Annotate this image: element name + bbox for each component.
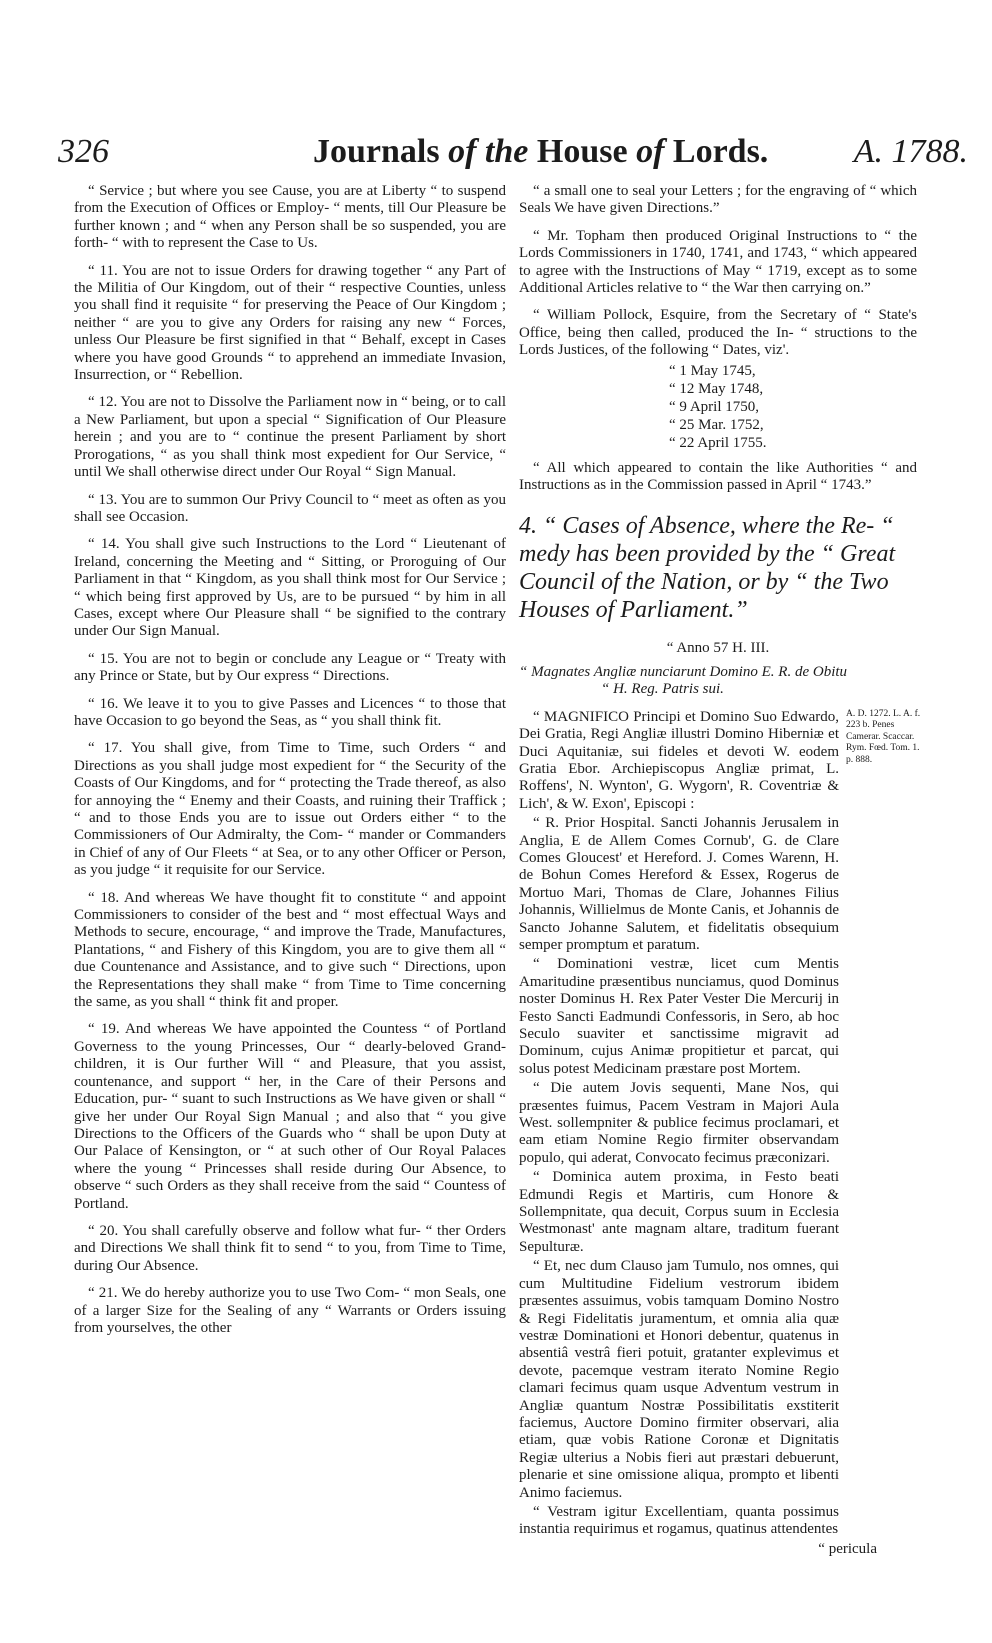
date-item: “ 9 April 1750, (669, 398, 759, 415)
paragraph-service: “ Service ; but where you see Cause, you are at Liberty “ to suspend from the Execution of Offices or Employ- “ ments, till Our Pleasure be further known ; and “ when any Person shall be so suspended, you are forth- “ with to represent the Case to Us. (74, 183, 506, 252)
latin-paragraph: “ MAGNIFICO Principi et Domino Suo Edwardo, Dei Gratia, Regi Angliæ illustri Domino Hiberniæ et Duci Aquitaniæ, sui fideles et devoti W. eodem Gratia Ebor. Archiepiscopus Angliæ primat, L. Roffens', N. Wynton', G. Wygorn', R. Coventriæ & Lich', & W. Exon', Episcopi : (519, 708, 839, 812)
latin-paragraph: “ R. Prior Hospital. Sancti Johannis Jerusalem in Anglia, E de Allem Comes Cornub', G. de Clare Comes Gloucest' et Hereford. J. Comes Warenn, H. de Bohun Comes Hereford & Essex, Rogerus de Mortuo Mari, Thomas de Clare, Johannes Filius Johannis, Willielmus de Monte Canis, et Johannis de Sancto Johanne Salutem, et fidelitatis obsequium semper promptum et paratum. (519, 815, 839, 953)
paragraph-11: “ 11. You are not to issue Orders for drawing together “ any Part of the Militia of Our Kingdom, out of their “ respective Counties, unless you shall find it requisite “ for preserving the Peace of Our Kingdom ; neither “ are you to give any Orders for raising any new “ Forces, unless Our Pleasure be first signified in that “ Behalf, except in Cases where you have good Grounds “ to apprehend an immediate Invasion, Insurrection, or “ Rebellion. (74, 262, 506, 384)
paragraph-13: “ 13. You are to summon Our Privy Council to “ meet as often as you shall see Occasion. (74, 491, 506, 525)
section-heading: 4. “ Cases of Absence, where the Re- “ medy has been provided by the “ Great Council of the Nation, or by “ the Two Houses of Parliament.” (519, 513, 896, 624)
paragraph-14: “ 14. You shall give such Instructions to the Lord “ Lieutenant of Ireland, concerning the Meeting and “ Sitting, or Proroguing of Our Parliament in that “ Kingdom, as you shall think most for Our Service ; “ which being first approved by Us, are to be pursued “ by him in all Cases, except where Our Pleasure shall “ be signified to the contrary under Our Sign Manual. (74, 536, 506, 640)
paragraph-16: “ 16. We leave it to you to give Passes and Licences “ to those that have Occasion to go beyond the Seas, as “ you shall think fit. (74, 695, 506, 729)
title-of: of (636, 133, 673, 170)
date-item: “ 22 April 1755. (669, 434, 767, 451)
anno-line: “ Anno 57 H. III. (666, 640, 770, 657)
paragraph-18: “ 18. And whereas We have thought fit to constitute “ and appoint Commissioners to consider of the best and “ most effectual Ways and Methods to secure, encourage, “ and improve the Trade, Manufactures, Plantations, “ and Fishery of this Kingdom, you are to give them all “ due Countenance and Assistance, and to give such “ Directions, upon the Representations they shall make “ from Time to Time concerning the same, as you shall “ think fit and proper. (74, 889, 506, 1011)
title-lords: Lords. (672, 133, 769, 170)
latin-paragraph: “ Die autem Jovis sequenti, Mane Nos, qui præsentes fuimus, Pacem Vestram in Majori Aula West. sollempniter & publice fecimus proclamari, et eam etiam Nomine Regio firmiter observandam populo, qui aderat, Convocato fecimus præconizari. (519, 1080, 839, 1166)
magnates-line-2: “ H. Reg. Patris sui. (601, 681, 724, 698)
paragraph-17: “ 17. You shall give, from Time to Time, such Orders “ and Directions as you shall judge most expedient for “ the Security of the Coasts of Our Kingdoms, and for “ protecting the Trade thereof, as also for annoying the “ Enemy and their Coasts, and ruining their Traffick ; “ and to those Ends you are to issue out Orders either “ to the Commissioners of Our Admiralty, the Com- “ mander or Commanders in Chief of any of Our Fleets “ at Sea, or to any other Officer or Person, as you judge “ it requisite for our Service. (74, 740, 506, 879)
magnates-line-1: “ Magnates Angliæ nunciarunt Domino E. R. de Obitu (519, 663, 848, 680)
paragraph-15: “ 15. You are not to begin or conclude any League or “ Treaty with any Prince or State, but by Our express “ Directions. (74, 650, 506, 685)
paragraph-20: “ 20. You shall carefully observe and follow what fur- “ ther Orders and Directions We shall think fit to send “ to you, from Time to Time, during Our Absence. (74, 1222, 506, 1274)
latin-paragraph: “ Dominationi vestræ, licet cum Mentis Amaritudine præsentibus nunciamus, quod Dominus noster Dominus H. Rex Pater Vester Die Mercurij in Festo Sancti Eadmundi Confessoris, in Sero, ab hoc Seculo suaviter et sanctissime migravit ad Dominum, cujus Animæ propitietur et parcat, qui solus potest Medicinam præstare post Mortem. (519, 956, 839, 1077)
paragraph-seals: “ a small one to seal your Letters ; for the engraving of “ which Seals We have given Directions.” (519, 183, 917, 217)
date-item: “ 25 Mar. 1752, (669, 416, 764, 433)
title-of-the: of the (448, 133, 537, 170)
right-column (519, 183, 921, 1558)
catchword: “ pericula (818, 1540, 877, 1557)
latin-paragraph: “ Et, nec dum Clauso jam Tumulo, nos omnes, qui cum Multitudine Fidelium vestrorum ibidem præsentes assuimus, vobis tamquam Domino Nostro & Regi Fidelitatis juramentum, et omnia alia quæ vestræ Dominationi et Honori debentur, quatenus in absentiâ vestrâ fieri potuit, gratanter explevimus et devote, pacemque vestram iterato Nomine Regio clamari fecimus quam usque Adventum vestrum in Angliæ quantum Nostræ Possibilitatis exstiterit faciemus, Auctore Domino firmiter observari, alia etiam, quæ vobis Ratione Coronæ et Dignitatis Regiæ ulterius a Nobis fieri aut præstari debuerunt, plenarie et sine omissione aliqua, prompto et libenti Animo faciemus. (519, 1258, 839, 1501)
year-label: A. 1788. (853, 133, 968, 170)
latin-letter (519, 708, 921, 1539)
paragraph-19: “ 19. And whereas We have appointed the Countess “ of Portland Governess to the young Princesses, Our “ dearly-beloved Grand-children, it is Our further Will “ and Pleasure, that you assist, countenance, and support “ her, in the Care of their Persons and Education, pur- “ suant to such Instructions as We have given or shall “ give her under Our Royal Sign Manual ; and also that “ you give Directions to the Officers of the Guards who “ shall be upon Duty at Our Palace of Kensington, or “ at such other of Our Royal Palaces where the young “ Princesses shall reside during Our Absence, to observe “ such Orders as they shall receive from the said “ Countess of Portland. (74, 1021, 506, 1212)
paragraph-12: “ 12. You are not to Dissolve the Parliament now in “ being, or to call a New Parliament, but upon a special “ Signification of Our Pleasure herein ; and you are to “ continue the present Parliament by short Prorogations, “ as you shall think most expedient for Our Service, “ until We shall otherwise direct under Our Royal “ Sign Manual. (74, 394, 506, 481)
latin-paragraph: “ Vestram igitur Excellentiam, quanta possimus instantia requirimus et rogamus, quatinus attendentes (519, 1503, 839, 1538)
latin-paragraph: “ Dominica autem proxima, in Festo beati Edmundi Regis et Martiris, cum Honore & Sollempnitate, qua decuit, Corpus suum in Ecclesia Westmonast' ante magnam altare, traditum fuerant Sepulturæ. (519, 1169, 839, 1255)
dates-list (669, 362, 917, 452)
paragraph-authorities: “ All which appeared to contain the like Authorities “ and Instructions as in the Commission passed in April “ 1743.” (519, 459, 917, 494)
magnates-heading (519, 664, 917, 699)
date-item: “ 1 May 1745, (669, 362, 756, 379)
title-journals: Journals (313, 133, 449, 170)
margin-note: A. D. 1272. L. A. f. 223 b. Penes Camerar. Scaccar. Rym. Fœd. Tom. 1. p. 888. (846, 708, 921, 765)
left-column (74, 183, 506, 1347)
page-number: 326 (58, 133, 109, 170)
paragraph-topham: “ Mr. Topham then produced Original Instructions to “ the Lords Commissioners in 1740, 1741, and 1743, “ which appeared to agree with the Instructions of May “ 1719, except as to some Additional Articles relative to “ the War then carrying on.” (519, 227, 917, 297)
paragraph-21: “ 21. We do hereby authorize you to use Two Com- “ mon Seals, one of a larger Size for the Sealing of any “ Warrants or Orders issuing from yourselves, the other (74, 1285, 506, 1336)
journal-title (313, 133, 768, 171)
running-header (58, 133, 988, 181)
title-house: House (536, 133, 637, 170)
date-item: “ 12 May 1748, (669, 380, 764, 397)
paragraph-pollock: “ William Pollock, Esquire, from the Secretary of “ State's Office, being then called, produced the In- “ structions to the Lords Justices, of the following “ Dates, viz'. (519, 307, 917, 359)
